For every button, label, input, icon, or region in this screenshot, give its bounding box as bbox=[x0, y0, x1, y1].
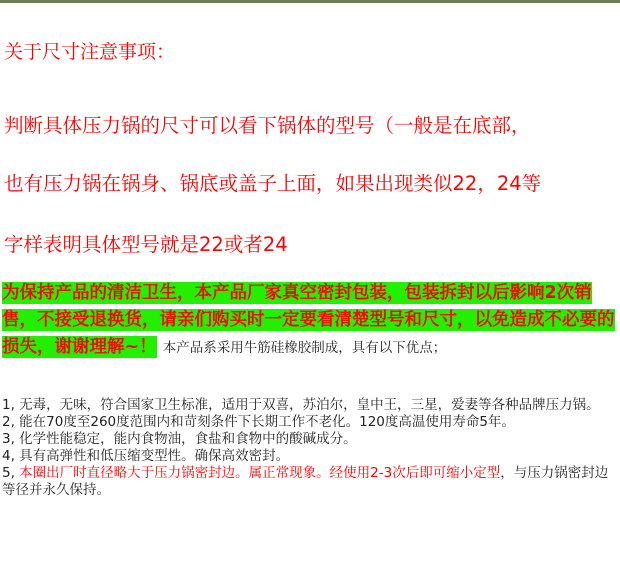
feature-warning-text: 本圈出厂时直径略大于压力锅密封边。属正常现象。经使用2-3次后即可缩小定型 bbox=[14, 465, 501, 481]
feature-item bbox=[2, 465, 616, 499]
notes-title: 关于尺寸注意事项： bbox=[4, 41, 176, 63]
notes-line-3: 字样表明具体型号就是22或者24 bbox=[4, 233, 288, 256]
notice-block bbox=[2, 280, 616, 362]
feature-text: 3, 化学性能稳定，能内食物油，食盐和食物中的酸碱成分。 bbox=[2, 431, 357, 447]
feature-text: 4, 具有高弹性和低压缩变型性。确保高效密封。 bbox=[2, 448, 290, 464]
notes-line-2: 也有压力锅在锅身、锅底或盖子上面，如果出现类似22，24等 bbox=[4, 172, 542, 195]
top-border bbox=[0, 0, 620, 3]
feature-text: 1, 无毒，无味，符合国家卫生标准，适用于双喜，苏泊尔，皇中王，三星，爱妻等各种品牌压力锅。 bbox=[2, 397, 600, 413]
feature-item bbox=[2, 448, 616, 465]
no-return-notice: 为保持产品的清洁卫生，本产品厂家真空密封包装，包装拆封以后影响2次销售，不接受退换货，请亲们购买时一定要看清楚型号和尺寸，以免造成不必要的损失，谢谢理解~！ bbox=[2, 283, 615, 357]
feature-item bbox=[2, 397, 616, 414]
feature-item bbox=[2, 414, 616, 431]
feature-text: ，与压力锅密封边等径并永久保持。 bbox=[2, 465, 609, 498]
feature-number: 5, bbox=[2, 465, 15, 481]
notes-line-1: 判断具体压力锅的尺寸可以看下锅体的型号（一般是在底部， bbox=[4, 114, 531, 137]
feature-list bbox=[2, 397, 616, 499]
feature-text: 2, 能在70度至260度范围内和苛刻条件下长期工作不老化。120度高温使用寿命5年。 bbox=[2, 414, 515, 430]
product-intro: 本产品系采用牛筋硅橡胶制成，具有以下优点； bbox=[162, 340, 447, 356]
feature-item bbox=[2, 431, 616, 448]
